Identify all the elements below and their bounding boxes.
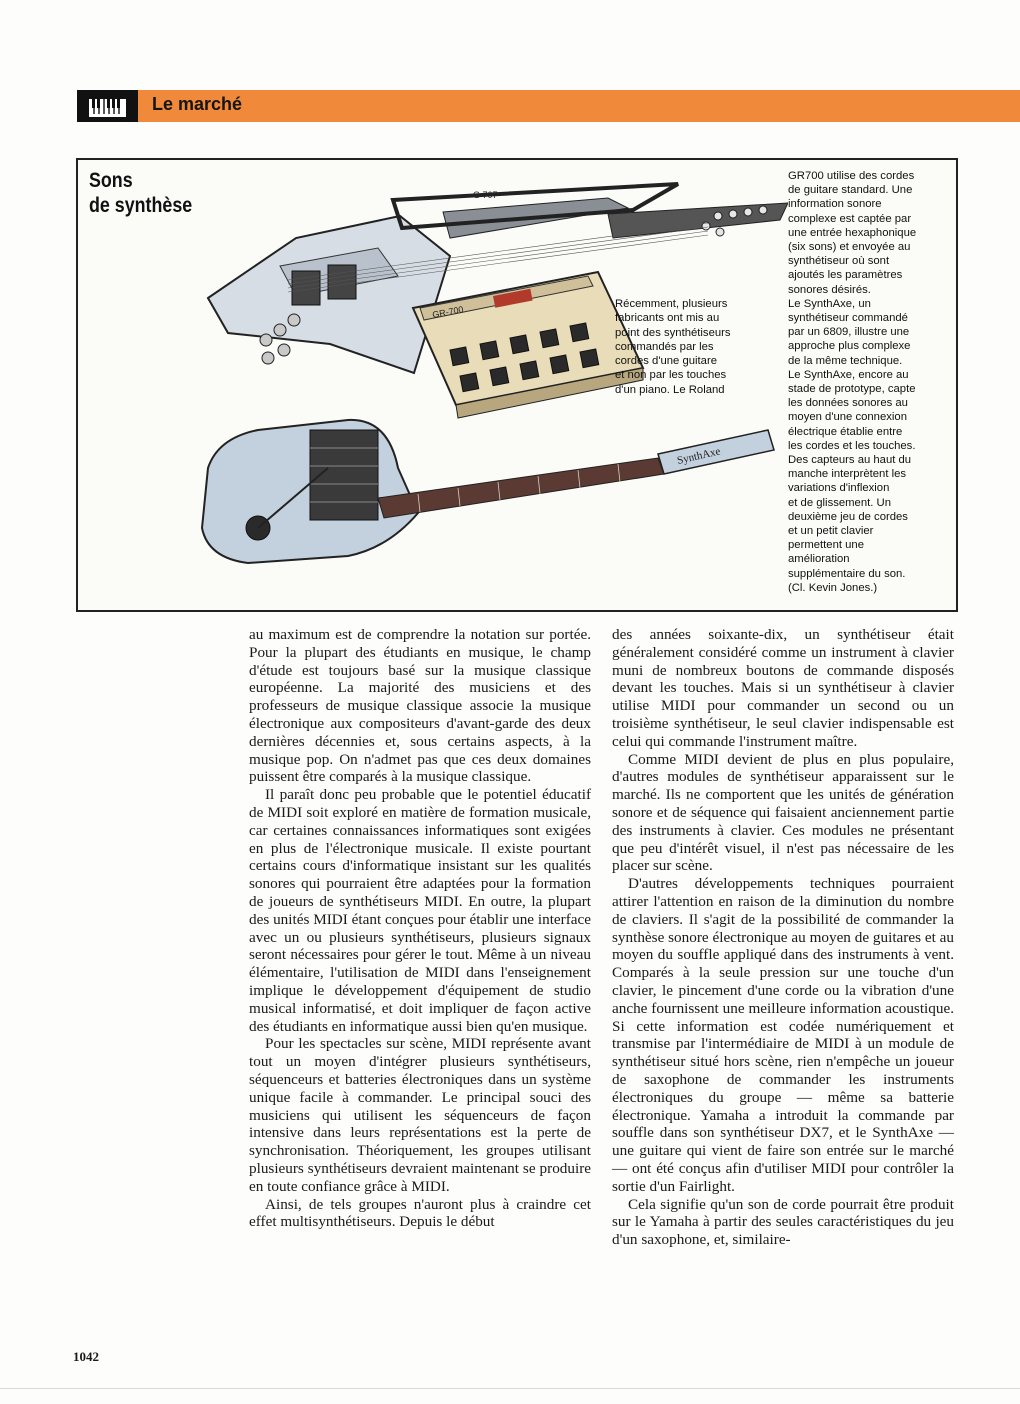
caption-line: de la même technique. bbox=[788, 354, 903, 367]
caption-line: point des synthétiseurs bbox=[615, 326, 731, 339]
caption-line: Des capteurs au haut du bbox=[788, 454, 912, 467]
article-column-right bbox=[612, 626, 954, 1249]
caption-line: et de glissement. Un bbox=[788, 496, 891, 509]
caption-right bbox=[788, 169, 950, 595]
page-edge-rule bbox=[0, 1388, 1020, 1389]
caption-line: commandés par les bbox=[615, 340, 714, 353]
illustration-frame bbox=[76, 158, 958, 612]
caption-line: cordes d'une guitare bbox=[615, 355, 718, 368]
caption-line: supplémentaire du son. bbox=[788, 567, 906, 580]
keyboard-icon bbox=[77, 90, 138, 122]
caption-line: Le SynthAxe, encore au bbox=[788, 368, 909, 381]
caption-left bbox=[615, 297, 765, 397]
g707-label: G 707 bbox=[473, 190, 498, 200]
caption-line: information sonore bbox=[788, 198, 882, 211]
caption-line: ajoutés les paramètres bbox=[788, 269, 903, 282]
caption-line: électrique établie entre bbox=[788, 425, 903, 438]
caption-line: Récemment, plusieurs bbox=[615, 298, 728, 310]
caption-line: deuxième jeu de cordes bbox=[788, 510, 908, 523]
caption-line: les cordes et les touches. bbox=[788, 439, 916, 452]
paragraph: Comme MIDI devient de plus en plus populaire, d'autres modules de synthétiseur apparaissent sur le marché. Ils ne comportent que les unités de génération sonore et de séquence qui faisaient anciennement partie des instruments à clavier. Ces modules ne présentant que peu d'intérêt visuel, il n'est pas nécessaire de les placer sur scène. bbox=[612, 750, 954, 875]
caption-line: une entrée hexaphonique bbox=[788, 226, 917, 239]
section-header bbox=[138, 90, 1020, 122]
gr700-controller bbox=[413, 272, 643, 418]
paragraph: Pour les spectacles sur scène, MIDI représente avant tout un moyen d'intégrer plusieurs synthétiseurs, séquenceurs et batteries électroniques dans un système unique facile à commander. Le principal souci des musiciens qui utilisent les séquenceurs de façon intensive dans leurs représentations est la perte de synchronisation. Théoriquement, les groupes utilisant plusieurs synthétiseurs devraient maintenant se produire en toute confiance grâce à MIDI. bbox=[249, 1035, 591, 1195]
caption-line: sonores désirés. bbox=[788, 283, 871, 296]
figure-title-line-2: de synthèse bbox=[89, 194, 193, 217]
synthaxe-guitar bbox=[202, 420, 774, 563]
page-number: 1042 bbox=[73, 1349, 99, 1364]
section-title: Le marché bbox=[152, 94, 243, 114]
caption-line: par un 6809, illustre une bbox=[788, 326, 910, 339]
gr700-label: GR-700 bbox=[431, 304, 465, 320]
caption-line: permettent une bbox=[788, 539, 864, 552]
caption-line: d'un piano. Le Roland bbox=[615, 383, 725, 396]
caption-line: (Cl. Kevin Jones.) bbox=[788, 581, 878, 594]
article-column-left bbox=[249, 626, 591, 1231]
caption-line: variations d'inflexion bbox=[788, 482, 890, 495]
paragraph: au maximum est de comprendre la notation sur portée. Pour la plupart des étudiants en musique, le champ d'étude est toujours basé sur la musique classique européenne. La majorité des musiciens et des professeurs de musique classique associe la musique électronique aux compositeurs d'avant-garde des deux dernières décennies et, sous certains aspects, à la musique pop. On n'admet pas que ces deux domaines puissent être comparés à la musique classique. bbox=[249, 626, 591, 786]
caption-line: Le SynthAxe, un bbox=[788, 297, 871, 310]
caption-line: les données sonores au bbox=[788, 397, 908, 410]
caption-line: moyen d'une connexion bbox=[788, 411, 907, 424]
caption-line: manche interprètent les bbox=[788, 468, 907, 481]
caption-line: amélioration bbox=[788, 553, 850, 566]
paragraph: des années soixante-dix, un synthétiseur était généralement considéré comme un instrument à clavier muni de nombreux boutons de commande disposés devant les touches. Mais si un synthétiseur à clavier utilise MIDI pour commander un second ou un troisième synthétiseur, le seul clavier indispensable est celui qui commande l'instrument maître. bbox=[612, 626, 954, 750]
paragraph: Il paraît donc peu probable que le potentiel éducatif de MIDI soit exploré en matière de formation musicale, car certaines connaissances informatiques sont exigées en plus de l'électronique musicale. Il existe pourtant certains cours d'informatique insistant sur les qualités sonores qui pourraient être adaptées pour la formation de joueurs de synthétiseurs MIDI. En outre, la plupart des unités MIDI étant conçues pour établir une interface avec un ou plusieurs synthétiseurs, plusieurs signaux seront nécessaires pour gérer le tout. Même à un niveau élémentaire, l'utilisation de MIDI dans l'enseignement implique le développement d'équipement de studio musical informatisé, et doit impliquer de façon active des étudiants en informatique aussi bien qu'en musique. bbox=[249, 786, 591, 1035]
caption-line: de guitare standard. Une bbox=[788, 184, 913, 197]
figure-title-line-1: Sons bbox=[89, 169, 133, 192]
caption-line: complexe est captée par bbox=[788, 212, 912, 225]
figure-title bbox=[89, 168, 192, 218]
section-logo bbox=[77, 90, 138, 122]
synthaxe-label: SynthAxe bbox=[675, 445, 722, 467]
caption-line: stade de prototype, capte bbox=[788, 383, 916, 396]
caption-line: (six sons) et envoyée au bbox=[788, 241, 911, 254]
caption-line: synthétiseur où sont bbox=[788, 255, 890, 268]
paragraph: Ainsi, de tels groupes n'auront plus à craindre cet effet multisynthétiseurs. Depuis le début bbox=[249, 1195, 591, 1231]
paragraph: Cela signifie qu'un son de corde pourrait être produit sur le Yamaha à partir des seules caractéristiques du jeu d'un saxophone, et, similaire- bbox=[612, 1195, 954, 1249]
caption-line: et non par les touches bbox=[615, 369, 727, 382]
caption-line: approche plus complexe bbox=[788, 340, 911, 353]
caption-line: synthétiseur commandé bbox=[788, 312, 908, 325]
caption-line: GR700 utilise des cordes bbox=[788, 170, 915, 182]
paragraph: D'autres développements techniques pourraient attirer l'attention en raison de la diminution du nombre de claviers. Il s'agit de la possibilité de commander la synthèse sonore électronique au moyen de guitares et au moyen du souffle appliqué dans des instruments à vent. Comparés à la seule pression sur une touche d'un clavier, le pincement d'une corde ou la vibration d'une anche fournissent une meilleure information acoustique. Si cette information est codée numériquement et transmise par l'intermédiaire de MIDI à un module de synthétiseur situé hors scène, rien n'empêche un joueur de saxophone de commander les instruments électroniques du groupe — même sa batterie électronique. Yamaha a introduit la commande par souffle dans son synthétiseur DX7, et le SynthAxe — une guitare qui vient de faire son entrée sur le marché — ont été conçus afin d'utiliser MIDI pour contrôler la sortie d'un Fairlight. bbox=[612, 875, 954, 1195]
caption-line: fabricants ont mis au bbox=[615, 312, 720, 325]
caption-line: et un petit clavier bbox=[788, 525, 874, 538]
